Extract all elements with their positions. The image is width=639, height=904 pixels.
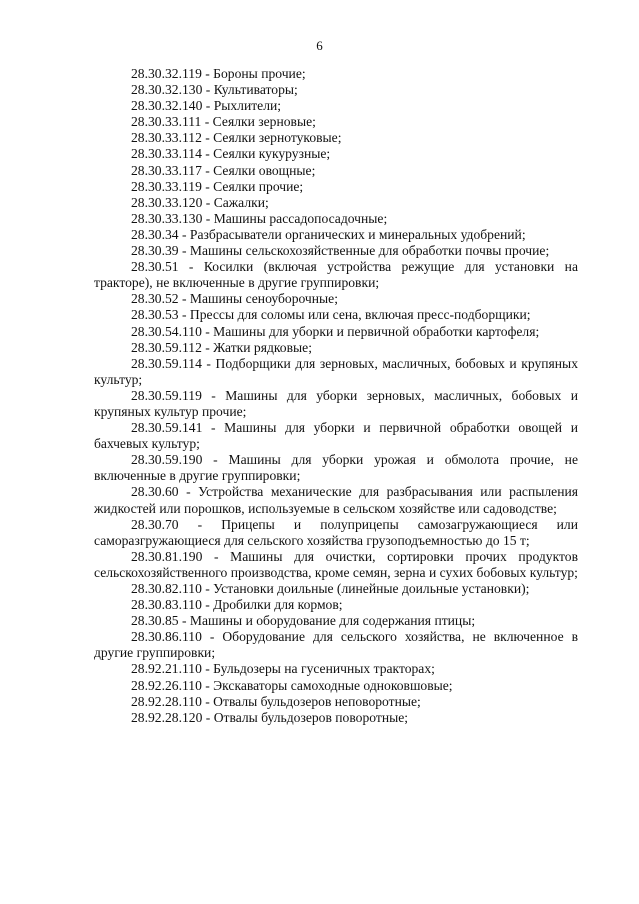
- list-entry: 28.30.53 - Прессы для соломы или сена, включая пресс-подборщики;: [131, 307, 531, 323]
- list-entry: 28.30.51 - Косилки (включая устройства режущие для установки на тракторе), не включенные в другие группировки;: [94, 259, 578, 291]
- list-entry: 28.30.33.120 - Сажалки;: [131, 194, 269, 210]
- list-entry: 28.30.85 - Машины и оборудование для содержания птицы;: [131, 613, 476, 629]
- list-entry: 28.30.59.190 - Машины для уборки урожая и обмолота прочие, не включенные в другие группировки;: [94, 452, 578, 484]
- okpd-code-list: [94, 66, 578, 726]
- list-entry: 28.30.83.110 - Дробилки для кормов;: [131, 597, 343, 613]
- list-entry: 28.92.21.110 - Бульдозеры на гусеничных тракторах;: [131, 661, 435, 677]
- page-number: 6: [316, 38, 323, 53]
- list-entry: 28.30.33.114 - Сеялки кукурузные;: [131, 146, 331, 162]
- list-entry: 28.30.33.112 - Сеялки зернотуковые;: [131, 130, 342, 146]
- list-entry: 28.30.39 - Машины сельскохозяйственные для обработки почвы прочие;: [131, 243, 550, 259]
- list-entry: 28.92.28.120 - Отвалы бульдозеров поворотные;: [131, 709, 409, 725]
- list-entry: 28.30.32.140 - Рыхлители;: [131, 98, 282, 114]
- list-entry: 28.30.33.117 - Сеялки овощные;: [131, 162, 316, 178]
- list-entry: 28.30.60 - Устройства механические для разбрасывания или распыления жидкостей или порошков, используемые в сельском хозяйстве или садоводстве;: [94, 484, 578, 516]
- list-entry: 28.30.59.119 - Машины для уборки зерновых, масличных, бобовых и крупяных культур прочие;: [94, 387, 578, 419]
- list-entry: 28.30.33.130 - Машины рассадопосадочные;: [131, 210, 388, 226]
- list-entry: 28.30.81.190 - Машины для очистки, сортировки прочих продуктов сельскохозяйственного производства, кроме семян, зерна и сухих бобовых культур;: [94, 548, 578, 580]
- list-entry: 28.30.32.119 - Бороны прочие;: [131, 66, 306, 81]
- list-entry: 28.30.59.112 - Жатки рядковые;: [131, 339, 312, 355]
- list-entry: 28.92.28.110 - Отвалы бульдозеров неповоротные;: [131, 693, 421, 709]
- list-entry: 28.30.59.141 - Машины для уборки и первичной обработки овощей и бахчевых культур;: [94, 420, 578, 452]
- list-entry: 28.30.82.110 - Установки доильные (линейные доильные установки);: [131, 581, 530, 596]
- list-entry: 28.92.26.110 - Экскаваторы самоходные одноковшовые;: [131, 677, 453, 693]
- list-entry: 28.30.33.119 - Сеялки прочие;: [131, 178, 304, 194]
- list-entry: 28.30.34 - Разбрасыватели органических и минеральных удобрений;: [131, 226, 526, 242]
- list-entry: 28.30.52 - Машины сеноуборочные;: [131, 291, 338, 307]
- list-entry: 28.30.59.114 - Подборщики для зерновых, масличных, бобовых и крупяных культур;: [94, 355, 578, 387]
- list-entry: 28.30.33.111 - Сеялки зерновые;: [131, 114, 316, 130]
- list-entry: 28.30.32.130 - Культиваторы;: [131, 82, 298, 98]
- list-entry: 28.30.86.110 - Оборудование для сельского хозяйства, не включенное в другие группировки;: [94, 629, 578, 661]
- list-entry: 28.30.70 - Прицепы и полуприцепы самозагружающиеся или саморазгружающиеся для сельского хозяйства грузоподъемностью до 15 т;: [94, 516, 578, 548]
- list-entry: 28.30.54.110 - Машины для уборки и первичной обработки картофеля;: [131, 323, 540, 339]
